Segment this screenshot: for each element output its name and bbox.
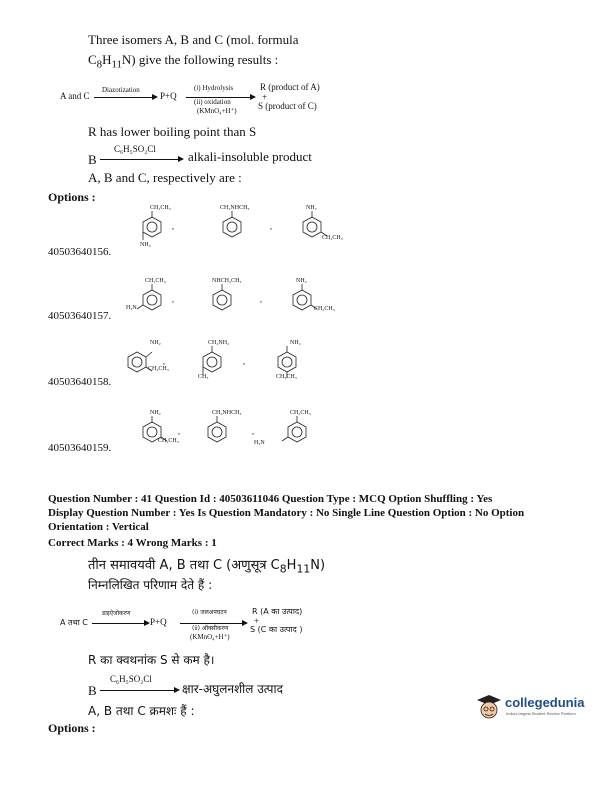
hindi-plus: + (254, 616, 260, 626)
opt3-ch2nh2: CH₂NH₂ (208, 340, 230, 346)
meta-line-3: Orientation : Vertical (48, 521, 149, 533)
svg-text:,: , (270, 222, 272, 231)
hindi-b-reagent: C₆H₅SO₂Cl (110, 674, 152, 684)
question-prompt: A, B and C, respectively are : (88, 170, 242, 185)
option-4-structures (130, 410, 350, 460)
hindi-b-result: क्षार-अघुलनशील उत्पाद (182, 682, 283, 696)
product-r: R (product of A) (260, 82, 320, 92)
meta-line-1: Question Number : 41 Question Id : 40503611046 Question Type : MCQ Option Shuffling : Yes (48, 493, 493, 505)
option-3-id[interactable]: 40503640158. (48, 376, 112, 388)
opt4-ch2nhch3: CH₂NHCH₃ (212, 410, 242, 416)
opt4-nh2: NH₂ (150, 410, 161, 416)
option-1-id[interactable]: 40503640156. (48, 246, 112, 258)
graduate-avatar-icon (476, 693, 502, 723)
svg-text:,: , (172, 222, 174, 231)
meta-line-2: Display Question Number : Yes Is Question Mandatory : No Single Line Question Option : No Option (48, 507, 525, 519)
products-pq: P+Q (160, 91, 177, 101)
option-2-id[interactable]: 40503640157. (48, 310, 112, 322)
svg-text:,: , (243, 357, 245, 366)
option-2-structures (130, 278, 350, 328)
benzene-ring (223, 217, 241, 237)
opt1-ch2nhch3: CH₂NHCH₃ (220, 205, 250, 211)
question-line-2: $C_8H_{11}N$) give the following results : (88, 52, 279, 71)
kmno4-label: (KMnO₄+H⁺) (197, 107, 237, 115)
opt2-nh2: NH₂ (296, 278, 307, 284)
hindi-prod-s: S (C का उत्पाद ) (250, 625, 303, 634)
opt1-nh2-b: NH₂ (306, 205, 317, 211)
hydrolysis-label: (i) Hydrolysis (194, 84, 234, 92)
opt3-nh2: NH₂ (150, 340, 161, 346)
hindi-bp-line: R का क्वथनांक S से कम है। (88, 653, 215, 667)
svg-text:,: , (178, 427, 180, 436)
svg-text:,: , (172, 295, 174, 304)
option-3-structures (115, 340, 345, 390)
opt2-h2n: H₂N (126, 305, 137, 311)
oxidation-label: (ii) oxidation (194, 98, 231, 106)
hindi-line-2: निम्नलिखित परिणाम देते हैं : (88, 578, 213, 592)
boiling-point-line: R has lower boiling point than S (88, 124, 257, 139)
hindi-reactant: A तथा C (60, 618, 88, 627)
opt1-ch2ch3-b: CH₂CH₃ (322, 235, 343, 241)
b-reagent: C₆H₅SO₂Cl (114, 144, 156, 154)
hindi-reagent: (KMnO₄+H⁺) (190, 633, 230, 641)
opt3-nh2-b: NH₂ (290, 340, 301, 346)
opt2-nhch2ch3: NHCH₂CH₃ (212, 278, 242, 284)
product-s: S (product of C) (258, 101, 317, 111)
options-label-2: Options : (48, 721, 96, 735)
opt3-ch2ch3-b: CH₂CH₃ (276, 374, 297, 380)
b-result: alkali-insoluble product (188, 149, 312, 164)
logo-tagline: India's largest Student Review Platform (506, 711, 576, 716)
collegedunia-logo[interactable] (476, 693, 596, 725)
benzene-ring (303, 217, 321, 237)
option-4-id[interactable]: 40503640159. (48, 442, 112, 454)
reactant-a-c: A and C (60, 91, 90, 101)
question-line-1: Three isomers A, B and C (mol. formula (88, 32, 299, 47)
opt1-nh2: NH₂ (140, 242, 151, 248)
option-1-structures (130, 205, 350, 255)
hindi-products: P+Q (150, 617, 167, 627)
opt4-ch2ch3-b: CH₂CH₃ (290, 410, 311, 416)
hindi-prod-r: R (A का उत्पाद) (252, 607, 303, 616)
svg-text:,: , (252, 427, 254, 436)
hindi-step2a: (i) जलअपघटन (192, 609, 227, 616)
opt2-ch2ch3: CH₂CH₃ (145, 278, 166, 284)
b-label: B (88, 152, 97, 167)
plus-sign: + (262, 92, 268, 102)
hindi-step1: डाइऐजोकरण (102, 610, 131, 617)
svg-text:,: , (163, 357, 165, 366)
opt3-ch2ch3: CH₂CH₃ (148, 366, 169, 372)
diazotization-label: Diazotization (102, 86, 140, 94)
opt2-ch2ch3-b: CH₂CH₃ (314, 306, 335, 312)
hindi-line-1: तीन समावयवी A, B तथा C (अणुसूत्र $C_8H_{11}N$) (88, 558, 326, 576)
opt4-ch2ch3: CH₂CH₃ (158, 438, 179, 444)
benzene-ring (143, 217, 161, 237)
marks-line: Correct Marks : 4 Wrong Marks : 1 (48, 537, 217, 549)
svg-text:,: , (260, 295, 262, 304)
hindi-step2b: (ii) ऑक्सीकरण (192, 625, 229, 632)
logo-text: collegedunia (505, 695, 585, 710)
opt4-h2n: H₂N (254, 440, 265, 446)
opt1-ch2ch3: CH₂CH₃ (150, 205, 171, 211)
options-label: Options : (48, 190, 96, 204)
hindi-question: A, B तथा C क्रमशः हैं : (88, 704, 195, 718)
opt3-ch3: CH₃ (198, 374, 209, 380)
hindi-b-label: B (88, 683, 97, 698)
